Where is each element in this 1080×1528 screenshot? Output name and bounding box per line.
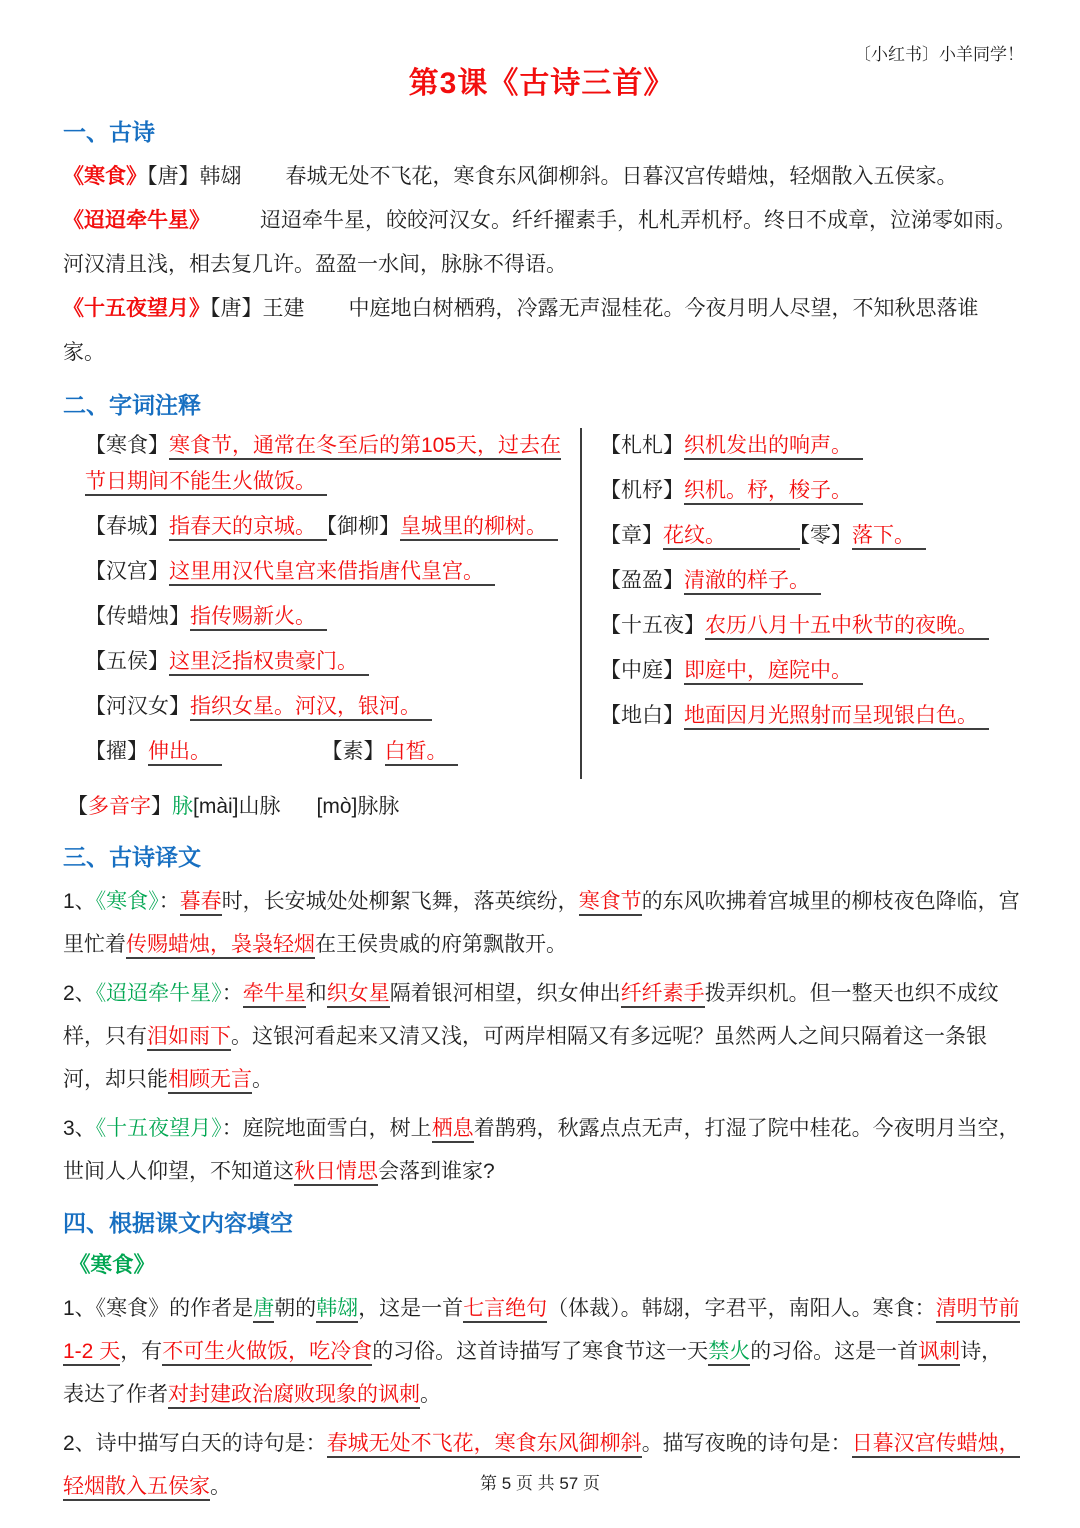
text-segment: ：庭院地面雪白，树上 bbox=[221, 1117, 432, 1140]
text-segment: 唐 bbox=[253, 1297, 274, 1323]
definition-row bbox=[600, 653, 1020, 689]
text-segment: 皇城里的柳树。 bbox=[400, 515, 558, 541]
text-segment: 《寒食》 bbox=[63, 165, 147, 188]
text-segment: 和 bbox=[305, 982, 327, 1005]
definition-row bbox=[85, 509, 580, 545]
text-segment: 【札札】 bbox=[600, 434, 684, 457]
page-title: 第3课《古诗三首》 bbox=[408, 67, 675, 100]
text-segment: 暮春 bbox=[180, 890, 222, 916]
section-heading-notes: 二、字词注释 bbox=[63, 392, 201, 418]
definition-row bbox=[85, 554, 580, 590]
text-segment: 【机杼】 bbox=[600, 479, 684, 502]
text-segment: ，这是一首 bbox=[358, 1297, 464, 1320]
text-segment: 【御柳】 bbox=[326, 515, 400, 538]
text-segment: 不可生火做饭，吃冷食 bbox=[162, 1340, 372, 1366]
text-segment: 《十五夜望月》 bbox=[63, 297, 210, 320]
text-segment: 春城无处不飞花，寒食东风御柳斜 bbox=[327, 1432, 642, 1458]
text-segment: （体裁）。韩翃，字君平，南阳人。寒食： bbox=[547, 1297, 936, 1320]
text-segment: 。 bbox=[210, 1475, 231, 1498]
text-segment: 《迢迢牵牛星》 bbox=[95, 982, 222, 1005]
text-segment: 牵牛星 bbox=[243, 982, 306, 1008]
text-segment: 【五侯】 bbox=[85, 650, 169, 673]
text-segment: 【汉宫】 bbox=[85, 560, 169, 583]
text-segment: 七言绝句 bbox=[463, 1297, 547, 1323]
spacer bbox=[210, 226, 260, 227]
text-segment: 指春天的京城。 bbox=[169, 515, 327, 541]
text-segment: 【零】 bbox=[799, 524, 852, 547]
text-segment: 【地白】 bbox=[600, 704, 684, 727]
definitions-columns bbox=[63, 428, 1020, 779]
text-segment: 传赐蜡烛， bbox=[126, 933, 231, 959]
text-segment: 对封建政治腐败现象的讽刺 bbox=[168, 1383, 420, 1409]
text-segment: ： bbox=[221, 982, 243, 1005]
definition-row bbox=[600, 608, 1020, 644]
spacer bbox=[281, 812, 317, 813]
text-segment: 1、《寒食》的作者是 bbox=[63, 1297, 254, 1320]
text-segment: 栖息 bbox=[432, 1117, 474, 1143]
definition-row bbox=[85, 599, 580, 635]
text-segment: ： bbox=[158, 890, 180, 913]
text-segment: [mò]脉脉 bbox=[316, 795, 400, 818]
watermark-text: 〔小红书〕小羊同学！ bbox=[854, 45, 1024, 64]
definition-row bbox=[600, 698, 1020, 734]
definitions-right-column bbox=[582, 428, 1020, 779]
text-segment: 寒食节，通常在冬至后的第105天，过去在节日期间不能生火做饭。 bbox=[85, 434, 561, 496]
text-segment: 的习俗。这首诗描写了寒食节这一天 bbox=[372, 1340, 709, 1363]
text-segment: 隔着银河相望，织女伸出 bbox=[389, 982, 621, 1005]
poem-line-tiaotiao bbox=[63, 199, 1020, 287]
text-segment: 地面因月光照射而呈现银白色。 bbox=[684, 704, 989, 730]
text-segment: 指传赐新火。 bbox=[190, 605, 327, 631]
text-segment: 禁火 bbox=[708, 1340, 750, 1366]
text-segment: 。描写夜晚的诗句是： bbox=[641, 1432, 852, 1455]
text-segment: 相顾无言 bbox=[168, 1068, 252, 1094]
text-segment: 的东风吹拂着宫城里的柳枝夜色降临，宫里忙着 bbox=[63, 890, 1020, 956]
text-segment: 朝的 bbox=[274, 1297, 317, 1320]
fill-in-item bbox=[63, 1287, 1020, 1416]
definition-row bbox=[85, 689, 580, 725]
text-segment: 会落到谁家? bbox=[378, 1160, 495, 1183]
text-segment: 【章】 bbox=[600, 524, 663, 547]
text-segment: 这里泛指权贵豪门。 bbox=[169, 650, 369, 676]
text-segment: 脉 bbox=[172, 795, 193, 818]
text-segment: 【春城】 bbox=[85, 515, 169, 538]
fill-in-poem-subtitle: 《寒食》 bbox=[69, 1253, 156, 1277]
text-segment: 日暮汉宫传蜡烛，轻烟散入五侯家 bbox=[63, 1432, 1020, 1501]
text-segment: 《寒食》 bbox=[95, 890, 159, 913]
text-segment: 白皙。 bbox=[385, 740, 459, 766]
text-segment: 织机发出的响声。 bbox=[684, 434, 863, 460]
text-segment: 2、诗中描写白天的诗句是： bbox=[63, 1432, 327, 1455]
text-segment: 韩翃 bbox=[316, 1297, 358, 1323]
text-segment: 【传蜡烛】 bbox=[85, 605, 190, 628]
text-segment: 纤纤素手 bbox=[621, 982, 705, 1008]
poem-line-shiwuye bbox=[63, 287, 1020, 375]
text-segment: 1、 bbox=[63, 890, 96, 913]
text-segment: 袅袅轻烟 bbox=[231, 933, 315, 959]
text-segment: [mài]山脉 bbox=[193, 795, 281, 818]
text-segment: 农历八月十五中秋节的夜晚。 bbox=[705, 614, 989, 640]
translation-item bbox=[63, 972, 1020, 1101]
duoyinzi-line bbox=[67, 787, 1020, 827]
spacer bbox=[222, 757, 322, 758]
text-segment: 花纹。 bbox=[663, 524, 800, 550]
text-segment: 【 bbox=[67, 795, 88, 818]
spacer bbox=[242, 182, 286, 183]
text-segment: 在王侯贵戚的府第飘散开。 bbox=[315, 933, 567, 956]
definition-row bbox=[600, 518, 1020, 554]
text-segment: 迢迢牵牛星，皎皎河汉女。纤纤擢素手，札札弄机杼。终日不成章，泣涕零如雨。河汉清且浅，相去复几许。盈盈一水间，脉脉不得语。 bbox=[63, 209, 1016, 276]
text-segment: 。 bbox=[420, 1383, 441, 1406]
text-segment: 多音字 bbox=[88, 795, 151, 818]
page-footer: 第 5 页 共 57 页 bbox=[480, 1474, 600, 1493]
poem-line-hanshi bbox=[63, 155, 1020, 199]
text-segment: 织机。杼，梭子。 bbox=[684, 479, 863, 505]
text-segment: 即庭中，庭院中。 bbox=[684, 659, 863, 685]
text-segment: 清明节前 1-2 天 bbox=[63, 1297, 1020, 1366]
text-segment: 中庭地白树栖鸦，冷露无声湿桂花。今夜月明人尽望，不知秋思落谁家。 bbox=[63, 297, 979, 364]
definition-row bbox=[85, 644, 580, 680]
spacer bbox=[305, 314, 349, 315]
definition-row bbox=[600, 473, 1020, 509]
text-segment: 【十五夜】 bbox=[600, 614, 705, 637]
text-segment: 【中庭】 bbox=[600, 659, 684, 682]
definition-row bbox=[600, 428, 1020, 464]
text-segment: 【寒食】 bbox=[85, 434, 169, 457]
text-segment: 【唐】王建 bbox=[210, 297, 305, 320]
text-segment: 春城无处不飞花，寒食东风御柳斜。日暮汉宫传蜡烛，轻烟散入五侯家。 bbox=[285, 165, 958, 188]
text-segment: 清澈的样子。 bbox=[684, 569, 821, 595]
text-segment: 讽刺 bbox=[918, 1340, 960, 1366]
text-segment: 伸出。 bbox=[148, 740, 222, 766]
text-segment: ，有 bbox=[120, 1340, 163, 1363]
text-segment: 秋日情思 bbox=[294, 1160, 378, 1186]
text-segment: 【盈盈】 bbox=[600, 569, 684, 592]
definitions-left-column bbox=[63, 428, 580, 779]
text-segment: 。这银河看起来又清又浅，可两岸相隔又有多远呢？虽然两人之间只隔着这一条银河，却只能 bbox=[63, 1025, 987, 1091]
text-segment: 诗，表达了作者 bbox=[63, 1340, 1003, 1406]
translation-item bbox=[63, 880, 1020, 966]
text-segment: 泪如雨下 bbox=[147, 1025, 231, 1051]
definition-row bbox=[85, 428, 580, 500]
text-segment: 的习俗。这是一首 bbox=[750, 1340, 919, 1363]
definition-row bbox=[600, 563, 1020, 599]
text-segment: 指织女星。河汉，银河。 bbox=[190, 695, 432, 721]
text-segment: 【唐】韩翃 bbox=[147, 165, 242, 188]
translation-item bbox=[63, 1107, 1020, 1193]
text-segment: 【素】 bbox=[321, 740, 385, 763]
text-segment: 。 bbox=[252, 1068, 273, 1091]
text-segment: 织女星 bbox=[327, 982, 390, 1008]
text-segment: 】 bbox=[151, 795, 172, 818]
text-segment: 着鹊鸦，秋露点点无声，打湿了院中桂花。今夜明月当空，世间人人仰望，不知道这 bbox=[63, 1117, 1020, 1183]
text-segment: 【擢】 bbox=[85, 740, 148, 763]
text-segment: 2、 bbox=[63, 982, 96, 1005]
text-segment: 【河汉女】 bbox=[85, 695, 190, 718]
section-heading-translations: 三、古诗译文 bbox=[63, 844, 201, 870]
text-segment: 3、 bbox=[63, 1117, 96, 1140]
text-segment: 《迢迢牵牛星》 bbox=[63, 209, 210, 232]
text-segment: 拨弄织机。但一整天也织不成纹样，只有 bbox=[63, 982, 999, 1048]
text-segment: 这里用汉代皇宫来借指唐代皇宫。 bbox=[169, 560, 495, 586]
fill-in-item bbox=[63, 1422, 1020, 1508]
text-segment: 《十五夜望月》 bbox=[95, 1117, 222, 1140]
section-heading-fill-in: 四、根据课文内容填空 bbox=[63, 1210, 293, 1236]
definition-row bbox=[85, 734, 580, 770]
text-segment: 寒食节 bbox=[579, 890, 642, 916]
section-heading-poems: 一、古诗 bbox=[63, 119, 155, 145]
text-segment: 落下。 bbox=[852, 524, 926, 550]
text-segment: 时，长安城处处柳絮飞舞，落英缤纷， bbox=[221, 890, 579, 913]
